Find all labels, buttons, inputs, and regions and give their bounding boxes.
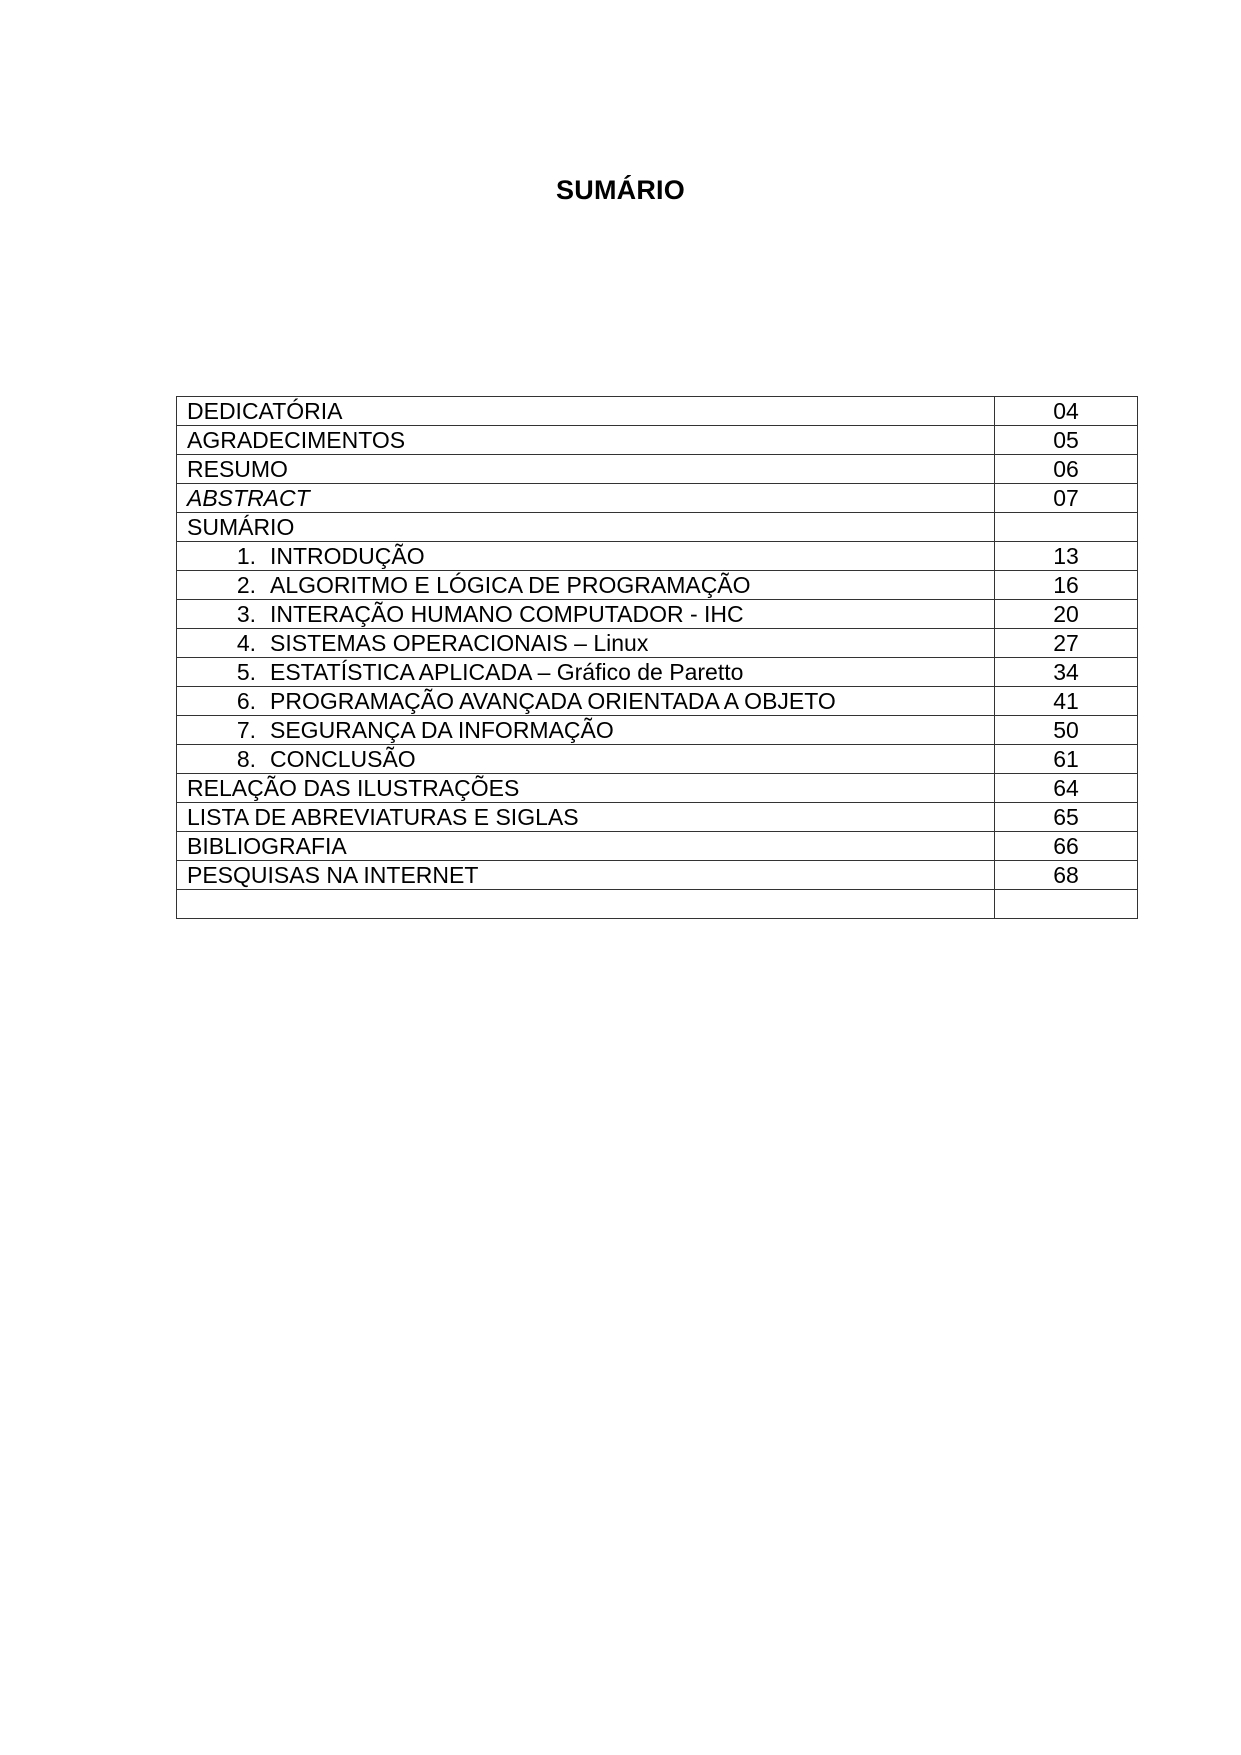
- toc-entry-label: BIBLIOGRAFIA: [187, 833, 347, 859]
- toc-entry-label: INTERAÇÃO HUMANO COMPUTADOR - IHC: [270, 601, 744, 627]
- toc-entry-page: 07: [995, 484, 1138, 513]
- toc-entry-page: 68: [995, 861, 1138, 890]
- toc-entry-page: 41: [995, 687, 1138, 716]
- toc-row: [177, 513, 1138, 542]
- toc-entry-label-cell: [177, 716, 995, 745]
- toc-row: [177, 629, 1138, 658]
- toc-row: [177, 803, 1138, 832]
- toc-entry-number: 1.: [236, 543, 256, 569]
- toc-row: [177, 658, 1138, 687]
- toc-entry-label-cell: [177, 745, 995, 774]
- toc-entry-number: 6.: [236, 688, 256, 714]
- toc-entry-label: RESUMO: [187, 456, 288, 482]
- toc-entry-label: CONCLUSÃO: [270, 746, 416, 772]
- toc-entry-label-cell: [177, 600, 995, 629]
- toc-row: [177, 571, 1138, 600]
- toc-row: [177, 484, 1138, 513]
- toc-entry-label: ESTATÍSTICA APLICADA – Gráfico de Paretto: [270, 659, 744, 685]
- page-title: SUMÁRIO: [556, 175, 685, 205]
- toc-entry-number: 5.: [236, 659, 256, 685]
- toc-entry-page: 16: [995, 571, 1138, 600]
- toc-entry-label-cell: [177, 629, 995, 658]
- toc-row: [177, 861, 1138, 890]
- toc-row: [177, 600, 1138, 629]
- toc-entry-number: 4.: [236, 630, 256, 656]
- toc-entry-label-cell: [177, 803, 995, 832]
- toc-entry-label-cell: [177, 774, 995, 803]
- toc-row: [177, 745, 1138, 774]
- toc-entry-page: 27: [995, 629, 1138, 658]
- toc-row: [177, 687, 1138, 716]
- toc-entry-page: 05: [995, 426, 1138, 455]
- toc-entry-number: 2.: [236, 572, 256, 598]
- toc-entry-label-cell: [177, 687, 995, 716]
- toc-entry-label-cell: [177, 861, 995, 890]
- toc-entry-page: [995, 890, 1138, 919]
- toc-entry-page: [995, 513, 1138, 542]
- toc-row: [177, 455, 1138, 484]
- toc-body: [177, 397, 1138, 919]
- toc-entry-label: SISTEMAS OPERACIONAIS – Linux: [270, 630, 649, 656]
- table-of-contents: [176, 396, 1138, 919]
- toc-entry-label: ABSTRACT: [187, 485, 310, 511]
- toc-row: [177, 426, 1138, 455]
- toc-entry-page: 06: [995, 455, 1138, 484]
- toc-entry-number: 8.: [236, 746, 256, 772]
- toc-entry-label: SUMÁRIO: [187, 514, 295, 540]
- toc-entry-page: 64: [995, 774, 1138, 803]
- toc-entry-page: 04: [995, 397, 1138, 426]
- toc-row: [177, 890, 1138, 919]
- toc-row: [177, 716, 1138, 745]
- toc-entry-label: PESQUISAS NA INTERNET: [187, 862, 479, 888]
- toc-entry-label-cell: [177, 890, 995, 919]
- toc-entry-label: RELAÇÃO DAS ILUSTRAÇÕES: [187, 775, 520, 801]
- toc-entry-page: 61: [995, 745, 1138, 774]
- toc-entry-label-cell: [177, 513, 995, 542]
- toc-entry-label: SEGURANÇA DA INFORMAÇÃO: [270, 717, 614, 743]
- toc-entry-label: ALGORITMO E LÓGICA DE PROGRAMAÇÃO: [270, 572, 751, 598]
- toc-row: [177, 774, 1138, 803]
- toc-entry-label-cell: [177, 455, 995, 484]
- toc-entry-label-cell: [177, 426, 995, 455]
- toc-entry-label-cell: [177, 542, 995, 571]
- toc-entry-label-cell: [177, 832, 995, 861]
- toc-entry-page: 65: [995, 803, 1138, 832]
- toc-entry-page: 20: [995, 600, 1138, 629]
- toc-entry-label: PROGRAMAÇÃO AVANÇADA ORIENTADA A OBJETO: [270, 688, 836, 714]
- toc-entry-page: 13: [995, 542, 1138, 571]
- toc-row: [177, 832, 1138, 861]
- toc-entry-label-cell: [177, 571, 995, 600]
- toc-entry-label-cell: [177, 484, 995, 513]
- toc-entry-page: 50: [995, 716, 1138, 745]
- toc-entry-label: DEDICATÓRIA: [187, 398, 343, 424]
- toc-entry-label-cell: [177, 397, 995, 426]
- toc-entry-number: 7.: [236, 717, 256, 743]
- toc-entry-label: INTRODUÇÃO: [270, 543, 425, 569]
- toc-entry-label-cell: [177, 658, 995, 687]
- toc-entry-label: AGRADECIMENTOS: [187, 427, 406, 453]
- toc-entry-page: 34: [995, 658, 1138, 687]
- toc-entry-number: 3.: [236, 601, 256, 627]
- toc-row: [177, 397, 1138, 426]
- toc-entry-page: 66: [995, 832, 1138, 861]
- toc-entry-label: LISTA DE ABREVIATURAS E SIGLAS: [187, 804, 579, 830]
- toc-row: [177, 542, 1138, 571]
